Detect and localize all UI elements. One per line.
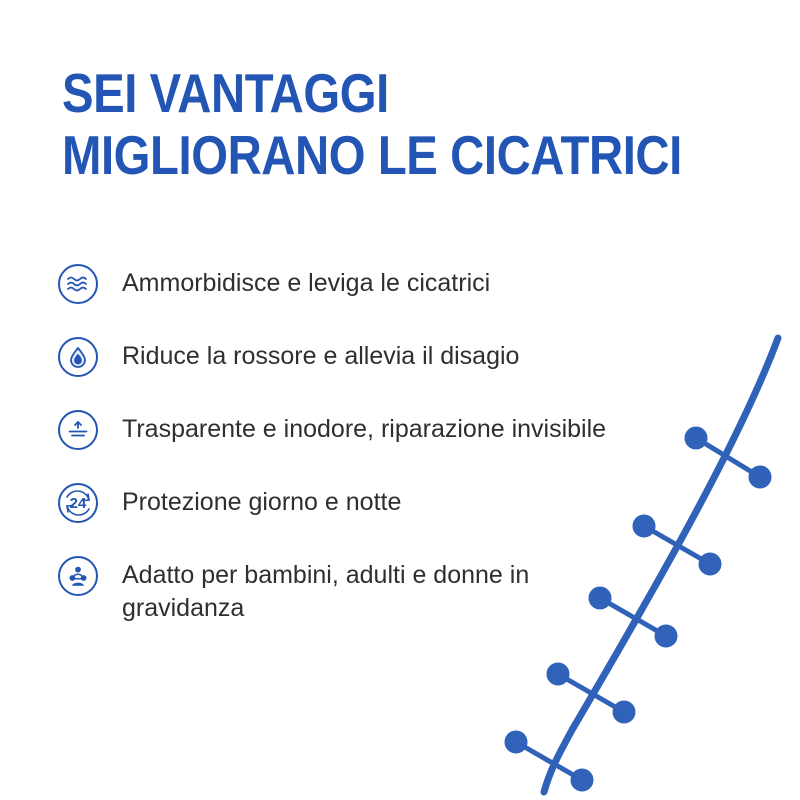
- page-title-line-2: MIGLIORANO LE CICATRICI: [62, 124, 682, 186]
- waves-icon: [58, 264, 98, 304]
- list-item: [58, 335, 678, 381]
- list-item-label: Trasparente e inodore, riparazione invisibile: [122, 415, 607, 443]
- list-item-label: Adatto per bambini, adulti e donne in gravidanza: [122, 561, 530, 622]
- 24-hours-icon: [58, 483, 98, 523]
- water-drop-icon: [58, 337, 98, 377]
- list-item-label: Riduce la rossore e allevia il disagio: [122, 342, 520, 370]
- page-title: [62, 62, 762, 186]
- list-item: [58, 481, 678, 527]
- list-item: [58, 408, 678, 454]
- list-item-label: Protezione giorno e notte: [122, 488, 402, 516]
- list-item: [58, 554, 678, 625]
- list-item: [58, 262, 678, 308]
- family-group-icon: [58, 556, 98, 596]
- transparent-layer-icon: [58, 410, 98, 450]
- list-item-label: Ammorbidisce e leviga le cicatrici: [122, 269, 491, 297]
- 24-hours-label: 24: [69, 494, 87, 512]
- benefits-list: [58, 262, 678, 625]
- page-title-line-1: SEI VANTAGGI: [62, 62, 389, 124]
